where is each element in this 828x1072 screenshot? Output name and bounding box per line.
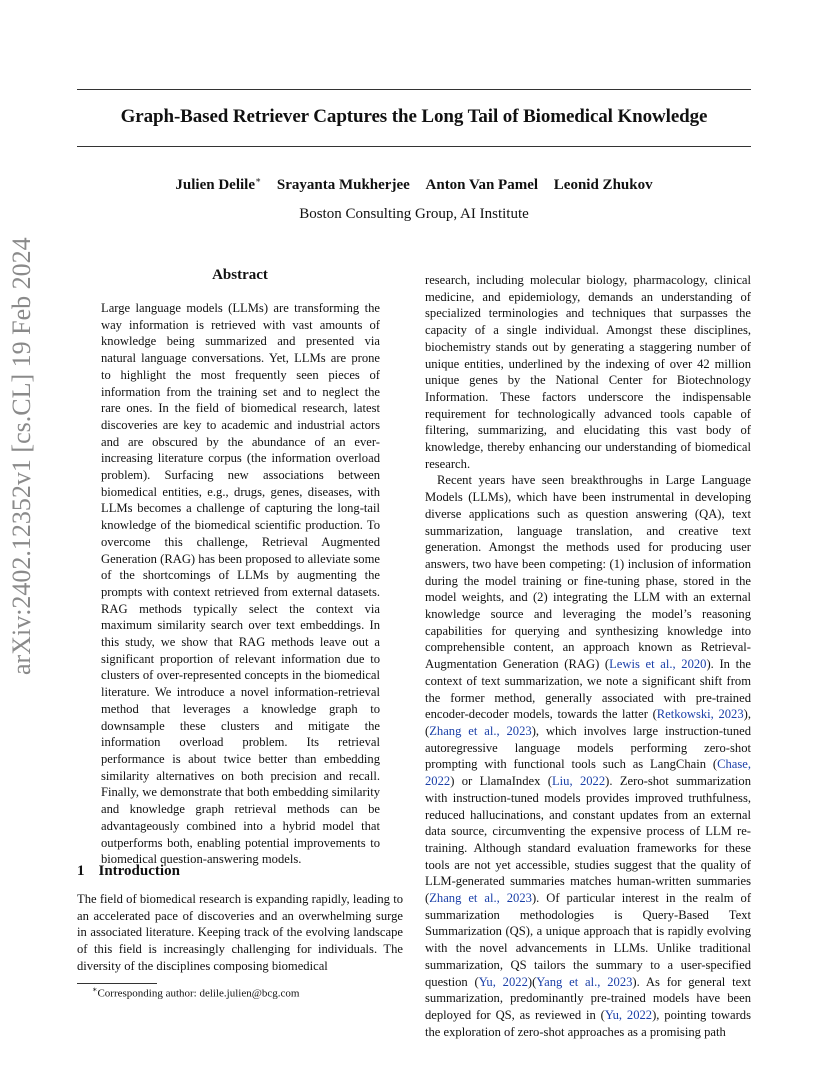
text-run: ). Zero-shot summarization with instruction-tuned models provides improved truthfulness, reduced hallucinations, and constant updates from an external data source, circumventing the expensive process of LLM re-training. Although standard evaluation frameworks for these tools are not yet accessible, studies suggest that the quality of LLM-generated summaries matches human-written summaries ( xyxy=(425,774,752,906)
citation-link[interactable]: Liu, 2022 xyxy=(551,774,606,789)
text-run: ) or LlamaIndex ( xyxy=(450,774,552,789)
author-1-name: Julien Delile xyxy=(175,177,255,193)
citation-link[interactable]: Zhang et al., 2023 xyxy=(429,891,532,906)
abstract-heading: Abstract xyxy=(212,267,268,283)
text-run: ). In the context of text summarization, we note a significant shift from the former method, generally associated with pre-trained encoder-decoder models, towards the latter ( xyxy=(425,657,751,722)
citation-link[interactable]: Chase, 2022 xyxy=(425,757,751,789)
footnote-rule xyxy=(77,983,157,984)
paper-title: Graph-Based Retriever Captures the Long Tail of Biomedical Knowledge xyxy=(120,106,708,127)
text-run: ). Of particular interest in the realm of summarization methodologies is Query-Based Text Summarization (QS), a unique approach that is rapidly evolving with the novel advancements in LLMs. Unlike traditional summarization, QS tailors the summary to a user-specified question ( xyxy=(425,891,752,989)
author-1 xyxy=(175,177,261,193)
title-rule-bottom xyxy=(77,146,751,147)
text-run: ). As for general text summarization, predominantly pre-trained models have been deployed for QS, as reviewed in ( xyxy=(425,974,751,1022)
citation-link[interactable]: Zhang et al., 2023 xyxy=(429,723,532,738)
citation-link[interactable]: Yu, 2022 xyxy=(478,974,528,989)
citation-link[interactable]: Yang et al., 2023 xyxy=(536,974,633,989)
footnote-text: Corresponding author: delile.julien@bcg.com xyxy=(97,987,300,1000)
text-run: )( xyxy=(527,974,537,989)
author-4: Leonid Zhukov xyxy=(553,177,653,193)
citation-link[interactable]: Retkowski, 2023 xyxy=(656,707,744,722)
affiliation: Boston Consulting Group, AI Institute xyxy=(299,206,529,222)
author-list xyxy=(77,175,751,194)
section-number: 1 xyxy=(77,863,85,879)
abstract-text: Large language models (LLMs) are transforming the way information is retrieved with vast amounts of knowledge being summarized and presented via natural language conversations. Yet, LLMs are prone to highlight the most frequently seen pieces of information from the training set and to neglect the rare ones. In the field of biomedical research, latest discoveries are key to academic and industrial actors and are obscured by the abundance of an ever-increasing literature corpus (the information overload problem). Surfacing new associations between biomedical entities, e.g., drugs, genes, diseases, with LLMs becomes a challenge of capturing the long-tail knowledge of the biomedical scientific production. To overcome this challenge, Retrieval Augmented Generation (RAG) has been proposed to alleviate some of the shortcomings of LLMs by augmenting the prompts with context retrieved from external datasets. RAG methods typically select the context via maximum similarity search over text embeddings. In this study, we show that RAG methods leave out a significant proportion of relevant information due to clusters of over-represented concepts in the biomedical literature. We introduce a novel information-retrieval method that leverages a knowledge graph to downsample these clusters and mitigate the information overload problem. Its retrieval performance is about twice better than embedding similarity alternatives on both precision and recall. Finally, we demonstrate that both embedding similarity and knowledge graph retrieval methods can be advantageously combined into a hybrid model that outperforms both, enabling potential improvements to biomedical question-answering models. xyxy=(101,301,380,867)
citation-link[interactable]: Lewis et al., 2020 xyxy=(609,657,707,672)
text-run: ), pointing towards the exploration of zero-shot approaches as a promising path xyxy=(425,1007,752,1039)
intro-continued-paragraph: research, including molecular biology, pharmacology, clinical medicine, and epidemiology, demands an understanding of specialized terminologies and techniques that surpasses the capacity of a single individual. Amongst these disciplines, biochemistry stands out by generating a staggering number of unique entities, underlined by the indexing of over 42 million unique genes by the National Center for Biotechnology Information. These factors underscore the indispensable requirement for technologically advanced tools capable of filtering, summarizing, and elucidating this vast body of knowledge, thereby enhancing our understanding of biomedical research. xyxy=(425,273,751,471)
footnote xyxy=(92,985,299,1000)
author-1-footnote-mark: ∗ xyxy=(254,175,262,185)
author-3: Anton Van Pamel xyxy=(425,177,539,193)
introduction-left-paragraph: The field of biomedical research is expanding rapidly, leading to an accelerated pace of discoveries and an overwhelming surge in associated literature. Keeping track of the evolving landscape of this field is increasingly challenging for individuals. The diversity of the disciplines composing biomedical xyxy=(77,892,403,973)
right-column xyxy=(425,272,751,1040)
arxiv-identifier-stamp: arXiv:2402.12352v1 [cs.CL] 19 Feb 2024 xyxy=(7,237,36,675)
intro-paragraph-2 xyxy=(425,472,751,1040)
title-rule-top xyxy=(77,89,751,90)
text-run: ), ( xyxy=(425,707,751,738)
text-run: ), which involves large instruction-tuned autoregressive language models performing zero-shot prompting with functional tools such as LangChain ( xyxy=(425,723,751,772)
citation-link[interactable]: Yu, 2022 xyxy=(604,1007,653,1022)
author-2: Srayanta Mukherjee xyxy=(276,177,410,193)
section-title: Introduction xyxy=(98,863,180,879)
introduction-heading xyxy=(77,863,180,880)
footnote-mark: ∗ xyxy=(92,985,98,994)
text-run: Recent years have seen breakthroughs in Large Language Models (LLMs), which have been instrumental in developing diverse applications such as question answering (QA), text summarization, language translation, and creative text generation. Amongst the methods used for producing user answers, two have been competing: (1) inclusion of information during the model training or fine-tuning phase, stored in the model weights, and (2) integrating the LLM with an external knowledge source and leveraging the model’s reasoning capabilities for querying and synthesizing knowledge into comprehensible content, an approach known as Retrieval-Augmentation Generation (RAG) ( xyxy=(425,473,751,672)
